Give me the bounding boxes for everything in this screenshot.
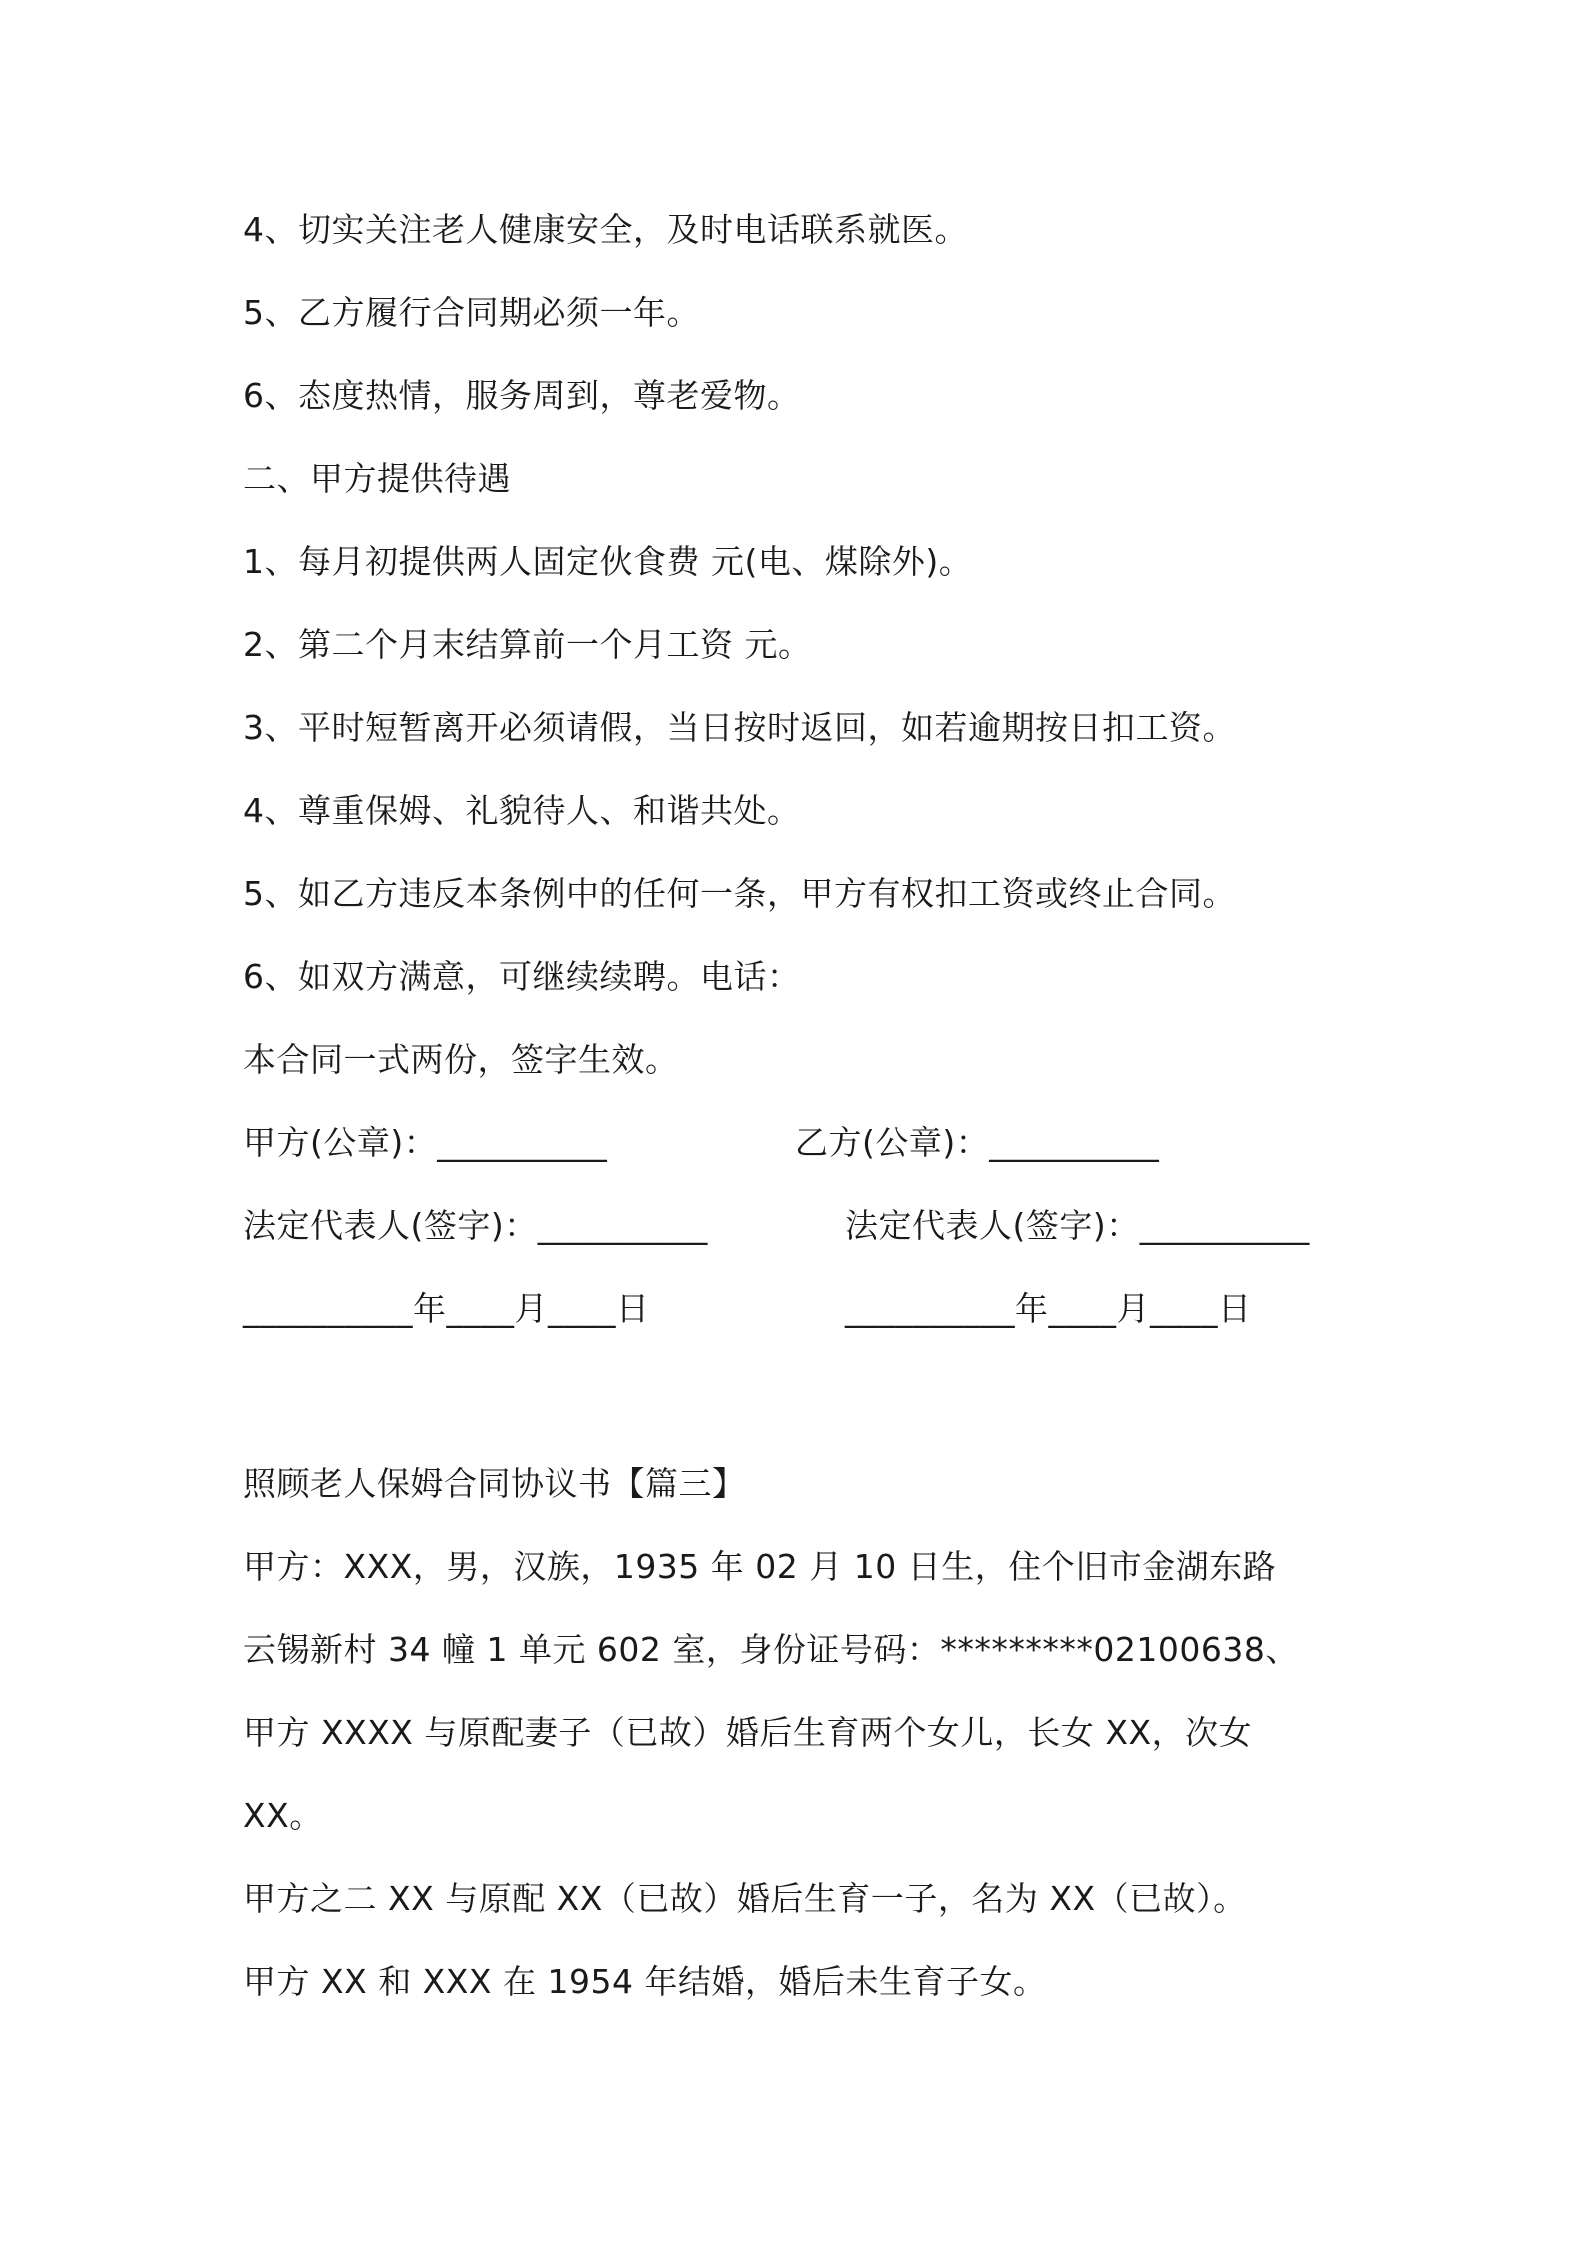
duty-item-6: 6、态度热情，服务周到，尊老爱物。 xyxy=(243,376,801,415)
section-heading: 二、甲方提供待遇 xyxy=(243,459,511,498)
party-b-rep-field: 法定代表人(签字)：__________ xyxy=(845,1206,1310,1245)
party-a-rep-field: 法定代表人(签字)：__________ xyxy=(243,1206,708,1245)
duty-item-4: 4、切实关注老人健康安全，及时电话联系就医。 xyxy=(243,210,968,249)
part-three-line-2: 云锡新村 34 幢 1 单元 602 室，身份证号码：*********02100638、 xyxy=(243,1630,1299,1669)
part-three-line-1: 甲方：XXX，男，汉族，1935 年 02 月 10 日生，住个旧市金湖东路 xyxy=(243,1547,1277,1586)
part-three-line-5: 甲方之二 XX 与原配 XX（已故）婚后生育一子，名为 XX（已故）。 xyxy=(243,1879,1247,1918)
benefit-item-1: 1、每月初提供两人固定伙食费 元(电、煤除外)。 xyxy=(243,542,973,581)
party-a-seal-field: 甲方(公章)：__________ xyxy=(243,1123,608,1162)
duty-item-5: 5、乙方履行合同期必须一年。 xyxy=(243,293,700,332)
benefit-item-5: 5、如乙方违反本条例中的任何一条，甲方有权扣工资或终止合同。 xyxy=(243,874,1236,913)
part-three-line-3: 甲方 XXXX 与原配妻子（已故）婚后生育两个女儿，长女 XX，次女 xyxy=(243,1713,1253,1752)
party-b-seal-field: 乙方(公章)：__________ xyxy=(795,1123,1160,1162)
benefit-item-2: 2、第二个月末结算前一个月工资 元。 xyxy=(243,625,812,664)
benefit-item-6: 6、如双方满意，可继续续聘。电话： xyxy=(243,957,801,996)
closing-statement: 本合同一式两份，签字生效。 xyxy=(243,1040,679,1079)
part-three-line-6: 甲方 XX 和 XXX 在 1954 年结婚，婚后未生育子女。 xyxy=(243,1962,1047,2001)
benefit-item-3: 3、平时短暂离开必须请假，当日按时返回，如若逾期按日扣工资。 xyxy=(243,708,1236,747)
part-three-line-4: XX。 xyxy=(243,1796,323,1835)
benefit-item-4: 4、尊重保姆、礼貌待人、和谐共处。 xyxy=(243,791,801,830)
party-a-date-field: __________年____月____日 xyxy=(243,1289,650,1328)
part-three-title: 照顾老人保姆合同协议书【篇三】 xyxy=(243,1464,746,1503)
party-b-date-field: __________年____月____日 xyxy=(845,1289,1252,1328)
